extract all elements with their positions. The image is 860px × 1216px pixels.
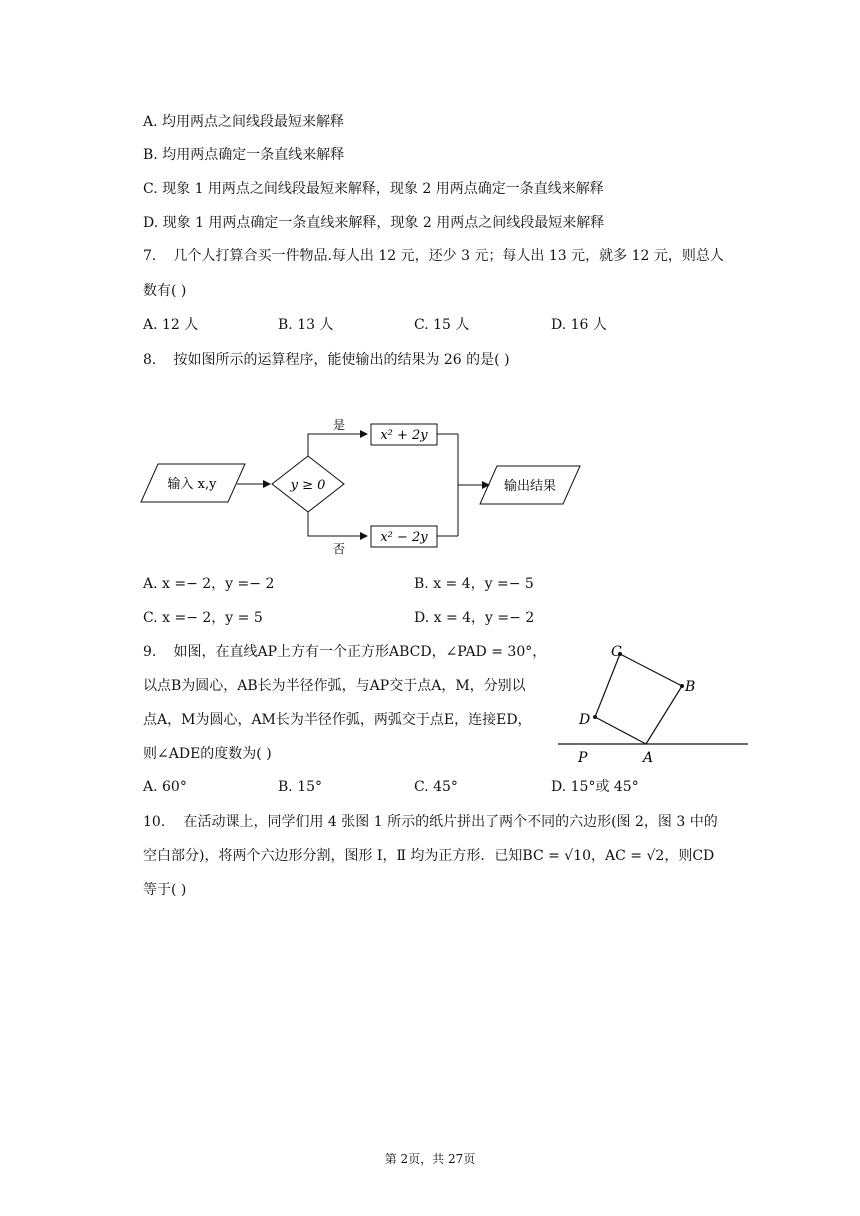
q9-stem-line4: 则∠ADE的度数为( ) (143, 746, 272, 762)
q7-stem-line1 (143, 246, 724, 266)
q9-stem-line2: 以点B为圆心，AB长为半径作弧，与AP交于点A，M，分别以 (143, 678, 526, 694)
label-d: D (579, 712, 591, 728)
q9-option-a: A. 60° (143, 779, 187, 795)
label-b: B (685, 679, 696, 695)
q10-stem-line3: 等于( ) (143, 882, 187, 898)
flowchart-yes-expr: x² + 2y (380, 428, 428, 443)
flowchart-no-expr: x² − 2y (380, 530, 428, 545)
label-c: C (611, 644, 622, 660)
q7-option-c: C. 15 人 (414, 317, 470, 333)
flowchart-input-label: 输入 x,y (167, 477, 217, 492)
square-abcd (595, 654, 682, 744)
q8-option-d: D. x = 4，y =− 2 (414, 610, 535, 626)
q9-stem-line1 (143, 642, 546, 662)
flowchart-condition-label: y ≥ 0 (290, 478, 326, 493)
q8-flowchart (140, 412, 590, 562)
q9-number: 9. (143, 644, 157, 660)
q10-text-1: 在活动课上，同学们用 4 张图 1 所示的纸片拼出了两个不同的六边形(图 2，图 3 中的 (183, 814, 718, 830)
q8-option-b: B. x = 4，y =− 5 (414, 576, 534, 592)
q9-square-figure (555, 640, 755, 770)
flowchart-output-label: 输出结果 (503, 479, 557, 494)
q6-option-b: B. 均用两点确定一条直线来解释 (143, 147, 345, 163)
q7-option-a: A. 12 人 (143, 317, 199, 333)
q10-stem-line1 (143, 812, 718, 832)
q8-option-a: A. x =− 2，y =− 2 (143, 576, 275, 592)
q6-option-c: C. 现象 1 用两点之间线段最短来解释，现象 2 用两点确定一条直线来解释 (143, 181, 604, 197)
q7-option-d: D. 16 人 (551, 317, 607, 333)
q10-stem-line2: 空白部分)，将两个六边形分割，图形 Ⅰ，Ⅱ 均为正方形．已知BC = √10，AC = √2，则CD (143, 848, 715, 864)
q9-text-1: 如图，在直线AP上方有一个正方形ABCD，∠PAD = 30°， (173, 644, 547, 660)
flowchart-no-label: 否 (332, 542, 346, 556)
q7-number: 7. (143, 248, 157, 264)
q9-option-b: B. 15° (278, 779, 323, 795)
label-p: P (578, 750, 588, 766)
q8-text: 按如图所示的运算程序，能使输出的结果为 26 的是( ) (173, 352, 510, 368)
q7-option-b: B. 13 人 (278, 317, 334, 333)
q9-option-d: D. 15°或 45° (551, 779, 639, 795)
flowchart-yes-label: 是 (332, 418, 346, 432)
q8-number: 8. (143, 352, 157, 368)
label-a: A (643, 750, 654, 766)
q7-text: 几个人打算合买一件物品.每人出 12 元，还少 3 元；每人出 13 元，就多 12 元，则总人 (173, 248, 724, 264)
q8-option-c: C. x =− 2，y = 5 (143, 610, 263, 626)
q6-option-d: D. 现象 1 用两点确定一条直线来解释，现象 2 用两点之间线段最短来解释 (143, 215, 605, 231)
page-footer: 第 2页，共 27页 (384, 1152, 476, 1166)
q6-option-a: A. 均用两点之间线段最短来解释 (143, 114, 345, 130)
q9-option-c: C. 45° (414, 779, 458, 795)
q10-number: 10. (143, 814, 166, 830)
q8-stem (143, 350, 510, 370)
q9-stem-line3: 点A，M为圆心，AM长为半径作弧，两弧交于点E，连接ED， (143, 712, 532, 728)
q7-stem-line2: 数有( ) (143, 283, 187, 299)
